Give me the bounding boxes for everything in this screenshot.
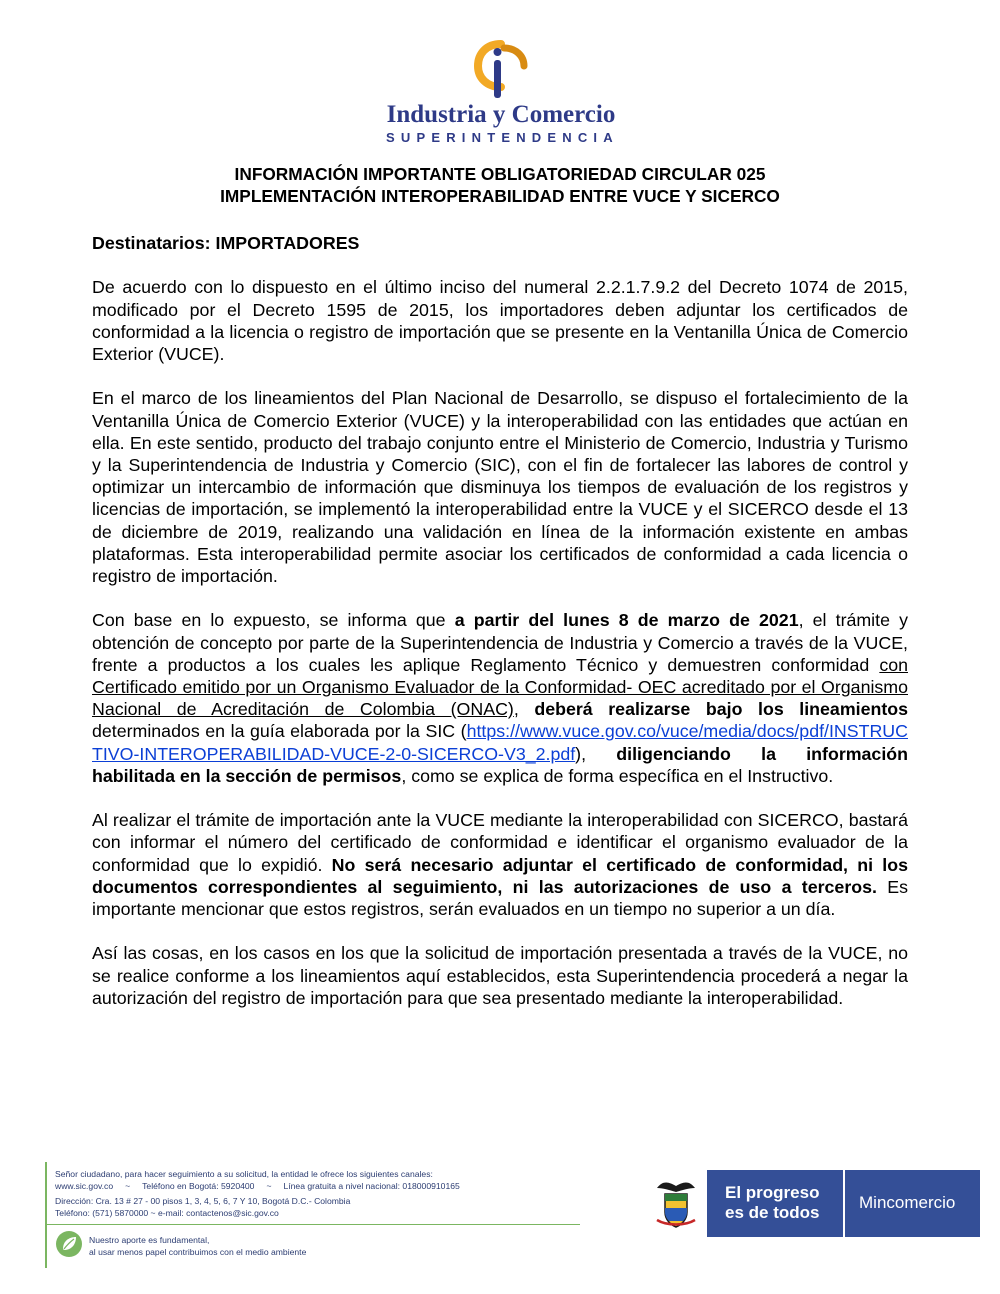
logo-name: Industria y Comercio — [386, 101, 616, 128]
ministry-name: Mincomercio — [859, 1193, 956, 1212]
footer-separator: ~ — [266, 1181, 272, 1191]
footer-phone-bogota: Teléfono en Bogotá: 5920400 — [142, 1181, 255, 1191]
footer-contact-info — [45, 1162, 582, 1268]
government-banner — [645, 1170, 980, 1237]
p4-text-1: Al realizar el trámite de importación ante la VUCE mediante la interoperabilidad con SICERCO, bastará con informar el número del certificado de conformidad e identificar el organismo evaluador de la conformidad que lo expidió. — [92, 810, 908, 875]
title-line-2: IMPLEMENTACIÓN INTEROPERABILIDAD ENTRE VUCE Y SICERCO — [220, 186, 780, 206]
document-title — [92, 163, 908, 207]
footer-address: Dirección: Cra. 13 # 27 - 00 pisos 1, 3, 4, 5, 6, 7 Y 10, Bogotá D.C.- Colombia — [55, 1196, 351, 1206]
p3-permisos-bold: diligenciando la información habilitada en la sección de permisos — [92, 743, 908, 786]
progreso-slogan — [725, 1183, 819, 1223]
p3-text-6: , como se explica de forma específica en el Instructivo. — [401, 765, 834, 786]
p3-text-3: , — [513, 699, 535, 720]
title-line-1: INFORMACIÓN IMPORTANTE OBLIGATORIEDAD CIRCULAR 025 — [234, 164, 766, 184]
sic-logo-mark-icon — [474, 40, 528, 100]
colombia-coat-of-arms-icon — [653, 1174, 699, 1232]
footer-phone-email: Teléfono: (571) 5870000 ~ e-mail: contactenos@sic.gov.co — [55, 1208, 279, 1218]
paragraph-3 — [92, 609, 908, 787]
paragraph-4 — [92, 809, 908, 920]
paragraph-1: De acuerdo con lo dispuesto en el último inciso del numeral 2.2.1.7.9.2 del Decreto 1074 de 2015, modificado por el Decreto 1595 de 2015, los importadores deben adjuntar los certificados de conformidad a la licencia o registro de importación que se presente en la Ventanilla Única de Comercio Exterior (VUCE). — [92, 277, 908, 364]
footer-eco-line-1: Nuestro aporte es fundamental, — [89, 1235, 210, 1245]
footer-divider — [47, 1224, 580, 1225]
recipients-line: Destinatarios: IMPORTADORES — [92, 233, 360, 253]
paragraph-2: En el marco de los lineamientos del Plan Nacional de Desarrollo, se dispuso el fortalecimiento de la Ventanilla Única de Comercio Exterior (VUCE) y la interoperabilidad con las entidades que actúan en ella. En este sentido, producto del trabajo conjunto entre el Ministerio de Comercio, Industria y Turismo y la Superintendencia de Industria y Comercio (SIC), con el fin de fortalecer las labores de control y optimizar un intercambio de información que disminuya los tiempos de evaluación de los registros y licencias de importación, se implementó la interoperabilidad entre la VUCE y el SICERCO desde el 13 de diciembre de 2019, realizando una validación en línea de la información existente en ambas plataformas. Esta interoperabilidad permite asociar los certificados de conformidad a cada licencia o registro de importación. — [92, 388, 908, 587]
p3-guidelines-bold: deberá realizarse bajo los lineamientos — [534, 699, 908, 720]
slogan-line-2: es de todos — [725, 1203, 820, 1222]
footer-channels-intro: Señor ciudadano, para hacer seguimiento a su solicitud, la entidad le ofrece los siguientes canales: — [55, 1169, 433, 1179]
p4-no-attachment-bold: No será necesario adjuntar el certificado de conformidad, ni los documentos correspondientes al seguimiento, ni las autorizaciones de uso a terceros. — [92, 854, 908, 897]
footer-national-line: Línea gratuita a nivel nacional: 018000910165 — [283, 1181, 460, 1191]
sic-logo — [386, 40, 619, 146]
footer-eco-line-2: al usar menos papel contribuimos con el medio ambiente — [89, 1247, 307, 1257]
banner-divider — [843, 1170, 845, 1237]
footer-channels-line — [55, 1181, 460, 1192]
footer-separator: ~ — [125, 1181, 131, 1191]
instructivo-link[interactable]: https://www.vuce.gov.co/vuce/media/docs/pdf/INSTRUCTIVO-INTEROPERABILIDAD-VUCE-2-0-SICERCO-V3_2.pdf — [92, 721, 908, 764]
slogan-line-1: El progreso — [725, 1183, 820, 1202]
paragraph-5: Así las cosas, en los casos en los que la solicitud de importación presentada a través de la VUCE, no se realice conforme a los lineamientos aquí establecidos, esta Superintendencia procederá a negar la autorización del registro de importación para que sea presentado mediante la interoperabilidad. — [92, 943, 908, 1008]
document-body — [92, 232, 908, 1031]
p3-text-2: , el trámite y obtención de concepto por parte de la Superintendencia de Industria y Comercio a través de la VUCE, frente a productos a los cuales les aplique Reglamento Técnico y demuestren conformidad — [92, 610, 908, 675]
p3-date-bold: a partir del lunes 8 de marzo de 2021 — [454, 610, 799, 631]
p3-text-4: determinados en la guía elaborada por la SIC ( — [92, 721, 467, 742]
p3-oec-underlined: con Certificado emitido por un Organismo Evaluador de la Conformidad- OEC acreditado por el Organismo Nacional de Acreditación de Colombia (ONAC) — [92, 654, 908, 720]
p3-text-5: ), — [575, 743, 617, 764]
leaf-eco-icon — [55, 1230, 83, 1258]
coat-of-arms-box — [645, 1170, 707, 1237]
p3-text-1: Con base en lo expuesto, se informa que — [92, 610, 455, 631]
logo-subtitle: SUPERINTENDENCIA — [386, 130, 619, 145]
footer-website: www.sic.gov.co — [55, 1181, 114, 1191]
p4-text-2: Es importante mencionar que estos registros, serán evaluados en un tiempo no superior a un día. — [92, 876, 909, 920]
